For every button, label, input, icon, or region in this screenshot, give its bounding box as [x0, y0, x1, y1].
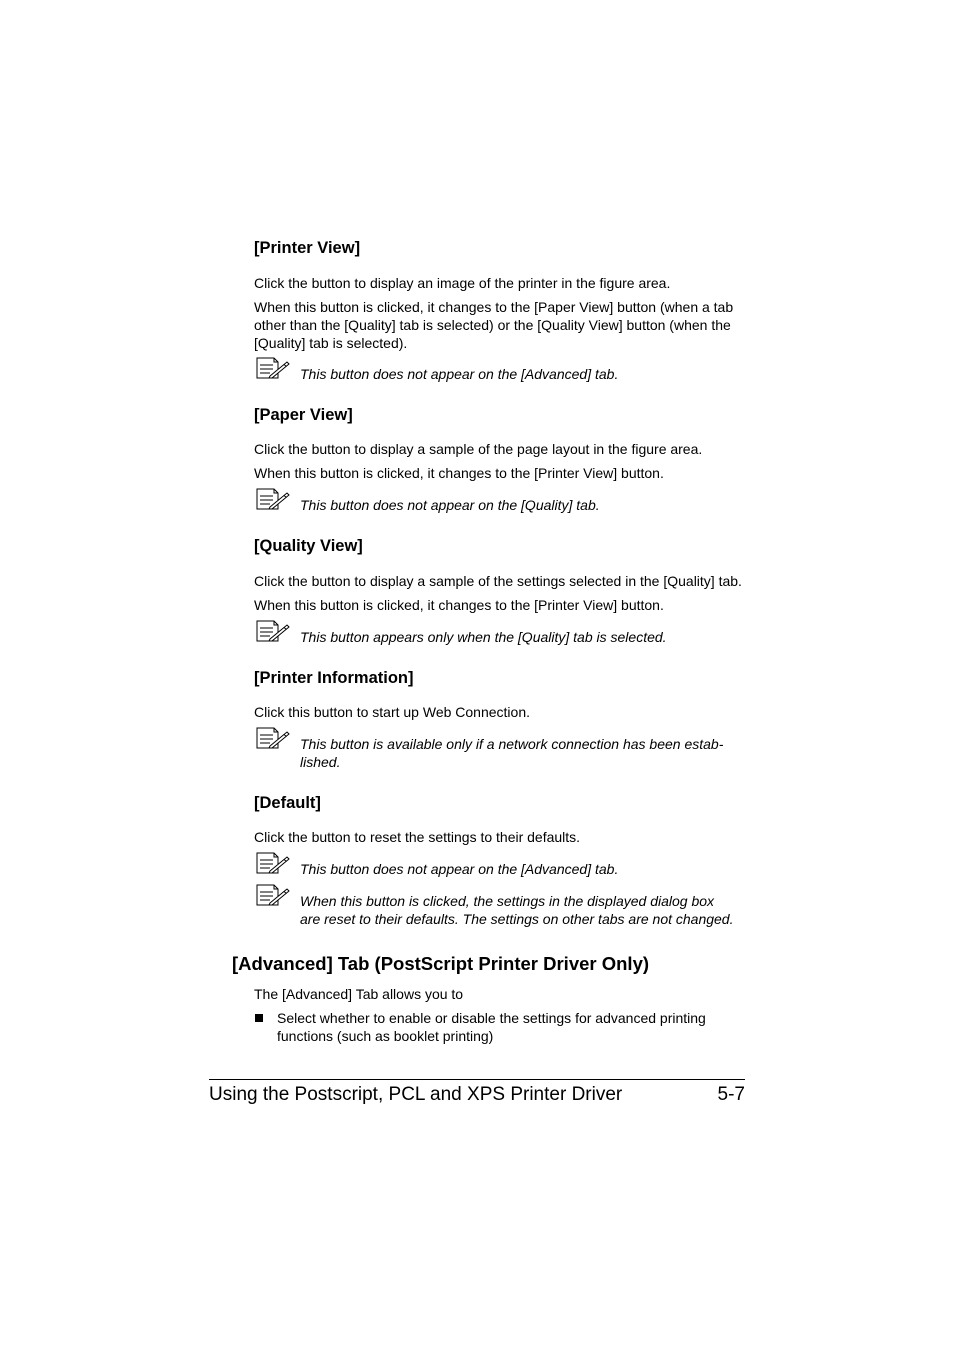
list-item-line: functions (such as booklet printing)	[277, 1028, 494, 1044]
note-line: lished.	[300, 754, 341, 770]
note-line: This button does not appear on the [Quality] tab.	[300, 497, 600, 513]
page-number: 5-7	[717, 1084, 745, 1105]
note-pencil-icon	[256, 727, 290, 749]
paragraph: Click the button to display a sample of the settings selected in the [Quality] tab.	[254, 573, 742, 589]
paragraph: The [Advanced] Tab allows you to	[254, 986, 464, 1002]
note-text	[300, 365, 618, 383]
footer-title: Using the Postscript, PCL and XPS Printer Driver	[209, 1084, 623, 1105]
paragraph: Click the button to display a sample of the page layout in the figure area.	[254, 441, 703, 457]
note-text	[300, 860, 618, 878]
note-text	[300, 496, 600, 514]
note-pencil-icon	[256, 357, 290, 379]
note-line: This button is available only if a network connection has been estab-	[300, 736, 724, 752]
note-line: When this button is clicked, the settings in the displayed dialog box	[300, 893, 715, 909]
paragraph: Click the button to display an image of the printer in the figure area.	[254, 275, 671, 291]
note-text	[300, 892, 734, 928]
note-pencil-icon	[256, 852, 290, 874]
note-text	[300, 735, 723, 771]
list-item-line: Select whether to enable or disable the settings for advanced printing	[277, 1010, 706, 1026]
note-line: This button does not appear on the [Advanced] tab.	[300, 861, 619, 877]
heading-advanced-tab: [Advanced] Tab (PostScript Printer Driver Only)	[232, 953, 650, 974]
heading-quality-view: [Quality View]	[254, 537, 363, 555]
note-line: are reset to their defaults. The settings on other tabs are not changed.	[300, 911, 734, 927]
paragraph-line: other than the [Quality] tab is selected) or the [Quality View] button (when the	[254, 317, 731, 333]
footer-rule	[209, 1079, 745, 1080]
paragraph-line: When this button is clicked, it changes to the [Paper View] button (when a tab	[254, 299, 734, 315]
heading-printer-view: [Printer View]	[254, 239, 361, 257]
note-pencil-icon	[256, 488, 290, 510]
heading-default: [Default]	[254, 794, 321, 812]
heading-paper-view: [Paper View]	[254, 406, 353, 424]
paragraph: When this button is clicked, it changes to the [Printer View] button.	[254, 597, 664, 613]
note-line: This button does not appear on the [Advanced] tab.	[300, 366, 619, 382]
note-text	[300, 628, 667, 646]
paragraph: When this button is clicked, it changes to the [Printer View] button.	[254, 465, 664, 481]
paragraph: Click this button to start up Web Connection.	[254, 704, 530, 720]
bullet-square-icon	[255, 1014, 263, 1022]
note-line: This button appears only when the [Quality] tab is selected.	[300, 629, 667, 645]
paragraph-line: [Quality] tab is selected).	[254, 335, 408, 351]
paragraph	[254, 298, 754, 352]
heading-printer-information: [Printer Information]	[254, 669, 414, 687]
paragraph: Click the button to reset the settings to their defaults.	[254, 829, 581, 845]
list-item	[277, 1009, 706, 1045]
note-pencil-icon	[256, 884, 290, 906]
note-pencil-icon	[256, 620, 290, 642]
